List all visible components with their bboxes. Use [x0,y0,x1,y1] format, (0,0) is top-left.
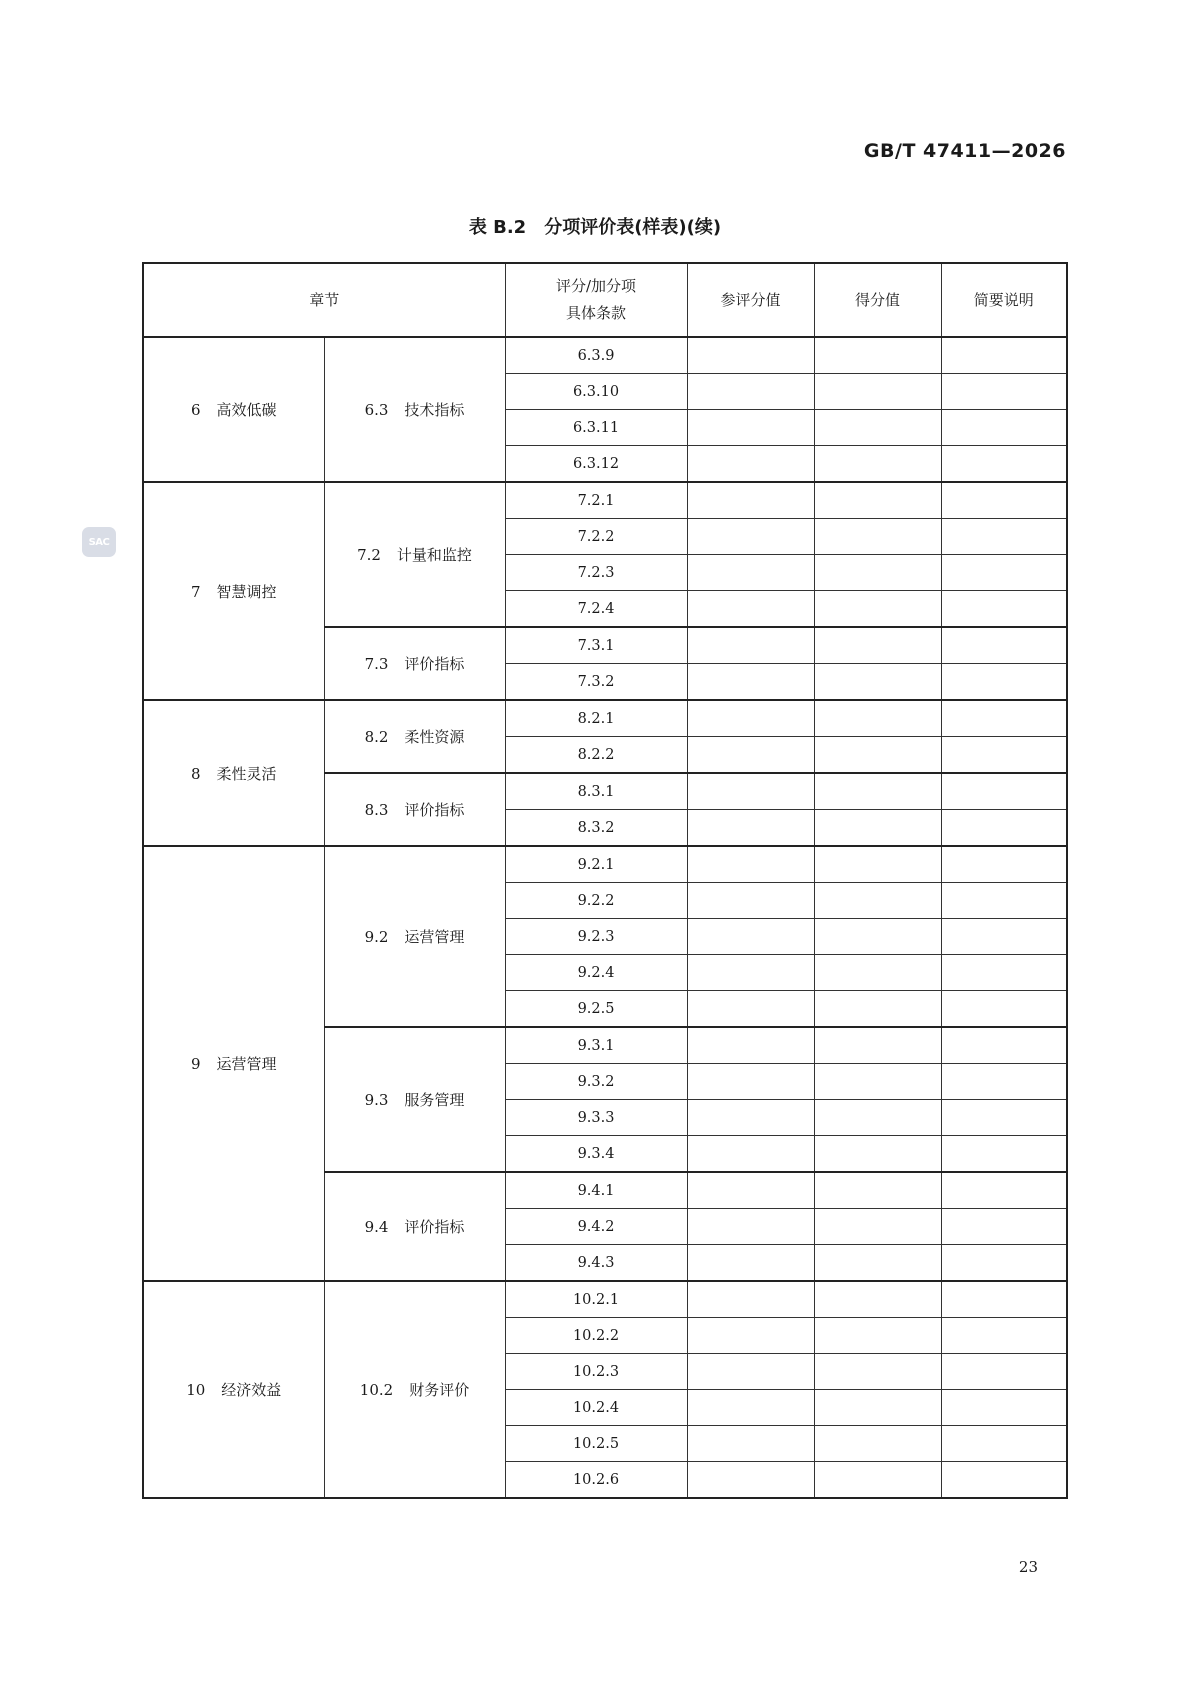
clause-cell: 7.3.1 [505,627,687,664]
description-cell[interactable] [941,1354,1067,1390]
clause-cell: 6.3.9 [505,337,687,374]
participating-score-cell[interactable] [687,991,814,1028]
clause-cell: 10.2.3 [505,1354,687,1390]
section-number: 9.3 [364,1091,389,1109]
evaluation-table [142,262,1068,1499]
section-cell [324,1027,505,1172]
participating-score-cell[interactable] [687,773,814,810]
section-cell [324,482,505,627]
score-cell[interactable] [814,1064,941,1100]
section-number: 8.3 [364,801,389,819]
section-number: 10.2 [359,1381,394,1399]
description-cell[interactable] [941,700,1067,737]
chapter-name: 高效低碳 [216,401,277,419]
score-cell[interactable] [814,1318,941,1354]
participating-score-cell[interactable] [687,1281,814,1318]
clause-cell: 9.2.1 [505,846,687,883]
watermark-logo: SAC [82,527,116,557]
description-cell[interactable] [941,1209,1067,1245]
description-cell[interactable] [941,773,1067,810]
clause-cell: 8.2.2 [505,737,687,774]
header-description: 简要说明 [941,263,1067,337]
description-cell[interactable] [941,664,1067,701]
score-cell[interactable] [814,737,941,774]
participating-score-cell[interactable] [687,555,814,591]
score-cell[interactable] [814,700,941,737]
description-cell[interactable] [941,337,1067,374]
score-cell[interactable] [814,883,941,919]
chapter-name: 柔性灵活 [216,764,277,783]
clause-cell: 9.2.5 [505,991,687,1028]
description-cell[interactable] [941,883,1067,919]
section-name: 计量和监控 [396,546,472,564]
section-name: 柔性资源 [404,728,465,746]
table-row [143,1281,1067,1318]
section-number: 9.4 [364,1218,389,1236]
chapter-name: 运营管理 [216,1055,277,1073]
clause-cell: 10.2.1 [505,1281,687,1318]
description-cell[interactable] [941,555,1067,591]
participating-score-cell[interactable] [687,1354,814,1390]
participating-score-cell[interactable] [687,919,814,955]
description-cell[interactable] [941,1027,1067,1064]
participating-score-cell[interactable] [687,700,814,737]
chapter-number: 9 [190,1055,201,1073]
chapter-cell [143,1281,324,1498]
chapter-cell [143,482,324,700]
participating-score-cell[interactable] [687,1027,814,1064]
description-cell[interactable] [941,1136,1067,1173]
chapter-name: 经济效益 [221,1381,282,1399]
clause-cell: 9.4.2 [505,1209,687,1245]
participating-score-cell[interactable] [687,1245,814,1282]
section-name: 评价指标 [404,655,465,673]
participating-score-cell[interactable] [687,810,814,847]
description-cell[interactable] [941,991,1067,1028]
table-body [143,337,1067,1498]
section-cell [324,1281,505,1498]
score-cell[interactable] [814,482,941,519]
score-cell[interactable] [814,1172,941,1209]
participating-score-cell[interactable] [687,482,814,519]
clause-cell: 8.3.1 [505,773,687,810]
participating-score-cell[interactable] [687,519,814,555]
participating-score-cell[interactable] [687,664,814,701]
score-cell[interactable] [814,664,941,701]
section-cell [324,1172,505,1281]
description-cell[interactable] [941,1390,1067,1426]
participating-score-cell[interactable] [687,627,814,664]
participating-score-cell[interactable] [687,591,814,628]
description-cell[interactable] [941,955,1067,991]
participating-score-cell[interactable] [687,1136,814,1173]
clause-cell: 9.3.1 [505,1027,687,1064]
clause-cell: 8.3.2 [505,810,687,847]
score-cell[interactable] [814,1100,941,1136]
standard-code: GB/T 47411—2026 [863,140,1066,162]
score-cell[interactable] [814,1426,941,1462]
clause-cell: 7.3.2 [505,664,687,701]
table-header-row [143,263,1067,337]
description-cell[interactable] [941,591,1067,628]
score-cell[interactable] [814,846,941,883]
participating-score-cell[interactable] [687,1318,814,1354]
participating-score-cell[interactable] [687,1462,814,1499]
score-cell[interactable] [814,446,941,483]
clause-cell: 9.3.4 [505,1136,687,1173]
clause-cell: 9.2.2 [505,883,687,919]
header-item-line2: 具体条款 [566,304,627,322]
section-name: 财务评价 [409,1381,470,1399]
participating-score-cell[interactable] [687,955,814,991]
participating-score-cell[interactable] [687,410,814,446]
description-cell[interactable] [941,1426,1067,1462]
description-cell[interactable] [941,482,1067,519]
description-cell[interactable] [941,737,1067,774]
table-row [143,337,1067,374]
description-cell[interactable] [941,519,1067,555]
section-cell [324,337,505,482]
participating-score-cell[interactable] [687,337,814,374]
clause-cell: 7.2.3 [505,555,687,591]
description-cell[interactable] [941,846,1067,883]
description-cell[interactable] [941,1462,1067,1499]
clause-cell: 6.3.12 [505,446,687,483]
description-cell[interactable] [941,1064,1067,1100]
participating-score-cell[interactable] [687,1172,814,1209]
section-cell [324,773,505,846]
section-cell [324,700,505,773]
score-cell[interactable] [814,1136,941,1173]
participating-score-cell[interactable] [687,1064,814,1100]
score-cell[interactable] [814,1027,941,1064]
description-cell[interactable] [941,1318,1067,1354]
clause-cell: 7.2.4 [505,591,687,628]
header-participating-score: 参评分值 [687,263,814,337]
chapter-name: 智慧调控 [216,582,277,601]
table-title: 表 B.2 分项评价表(样表)(续) [468,217,722,238]
clause-cell: 6.3.10 [505,374,687,410]
description-cell[interactable] [941,1281,1067,1318]
participating-score-cell[interactable] [687,1390,814,1426]
chapter-cell [143,700,324,846]
score-cell[interactable] [814,955,941,991]
description-cell[interactable] [941,1245,1067,1282]
participating-score-cell[interactable] [687,883,814,919]
header-score: 得分值 [814,263,941,337]
score-cell[interactable] [814,919,941,955]
header-item [505,263,687,337]
participating-score-cell[interactable] [687,1209,814,1245]
participating-score-cell[interactable] [687,737,814,774]
score-cell[interactable] [814,1390,941,1426]
description-cell[interactable] [941,374,1067,410]
section-cell [324,846,505,1027]
section-name: 技术指标 [404,401,465,419]
score-cell[interactable] [814,591,941,628]
description-cell[interactable] [941,446,1067,483]
participating-score-cell[interactable] [687,446,814,483]
section-name: 运营管理 [404,928,465,946]
clause-cell: 6.3.11 [505,410,687,446]
header-chapter: 章节 [143,263,505,337]
description-cell[interactable] [941,810,1067,847]
header-item-line1: 评分/加分项 [555,277,637,295]
clause-cell: 7.2.2 [505,519,687,555]
clause-cell: 9.2.3 [505,919,687,955]
section-number: 6.3 [364,401,389,419]
score-cell[interactable] [814,1245,941,1282]
score-cell[interactable] [814,1281,941,1318]
score-cell[interactable] [814,519,941,555]
clause-cell: 9.4.1 [505,1172,687,1209]
description-cell[interactable] [941,410,1067,446]
section-number: 8.2 [364,728,389,746]
section-cell [324,627,505,700]
participating-score-cell[interactable] [687,1426,814,1462]
clause-cell: 7.2.1 [505,482,687,519]
clause-cell: 10.2.6 [505,1462,687,1499]
score-cell[interactable] [814,374,941,410]
score-cell[interactable] [814,410,941,446]
score-cell[interactable] [814,991,941,1028]
score-cell[interactable] [814,337,941,374]
participating-score-cell[interactable] [687,374,814,410]
section-name: 服务管理 [404,1091,465,1109]
clause-cell: 10.2.4 [505,1390,687,1426]
description-cell[interactable] [941,1100,1067,1136]
chapter-cell [143,337,324,482]
page-number: 23 [1018,1558,1038,1576]
clause-cell: 10.2.5 [505,1426,687,1462]
description-cell[interactable] [941,1172,1067,1209]
chapter-number: 8 [190,764,201,783]
table-row [143,846,1067,883]
score-cell[interactable] [814,1209,941,1245]
participating-score-cell[interactable] [687,846,814,883]
clause-cell: 10.2.2 [505,1318,687,1354]
description-cell[interactable] [941,919,1067,955]
clause-cell: 9.2.4 [505,955,687,991]
score-cell[interactable] [814,555,941,591]
chapter-cell [143,846,324,1281]
description-cell[interactable] [941,627,1067,664]
score-cell[interactable] [814,773,941,810]
score-cell[interactable] [814,1354,941,1390]
score-cell[interactable] [814,810,941,847]
table-row [143,700,1067,737]
section-number: 7.2 [357,546,381,564]
chapter-number: 7 [190,582,201,601]
score-cell[interactable] [814,1462,941,1499]
section-number: 7.3 [364,655,389,673]
clause-cell: 8.2.1 [505,700,687,737]
chapter-number: 6 [190,401,201,419]
chapter-number: 10 [186,1381,206,1399]
score-cell[interactable] [814,627,941,664]
section-name: 评价指标 [404,1218,465,1236]
clause-cell: 9.3.2 [505,1064,687,1100]
clause-cell: 9.3.3 [505,1100,687,1136]
table-row [143,482,1067,519]
participating-score-cell[interactable] [687,1100,814,1136]
section-number: 9.2 [364,928,389,946]
clause-cell: 9.4.3 [505,1245,687,1282]
section-name: 评价指标 [404,801,465,819]
